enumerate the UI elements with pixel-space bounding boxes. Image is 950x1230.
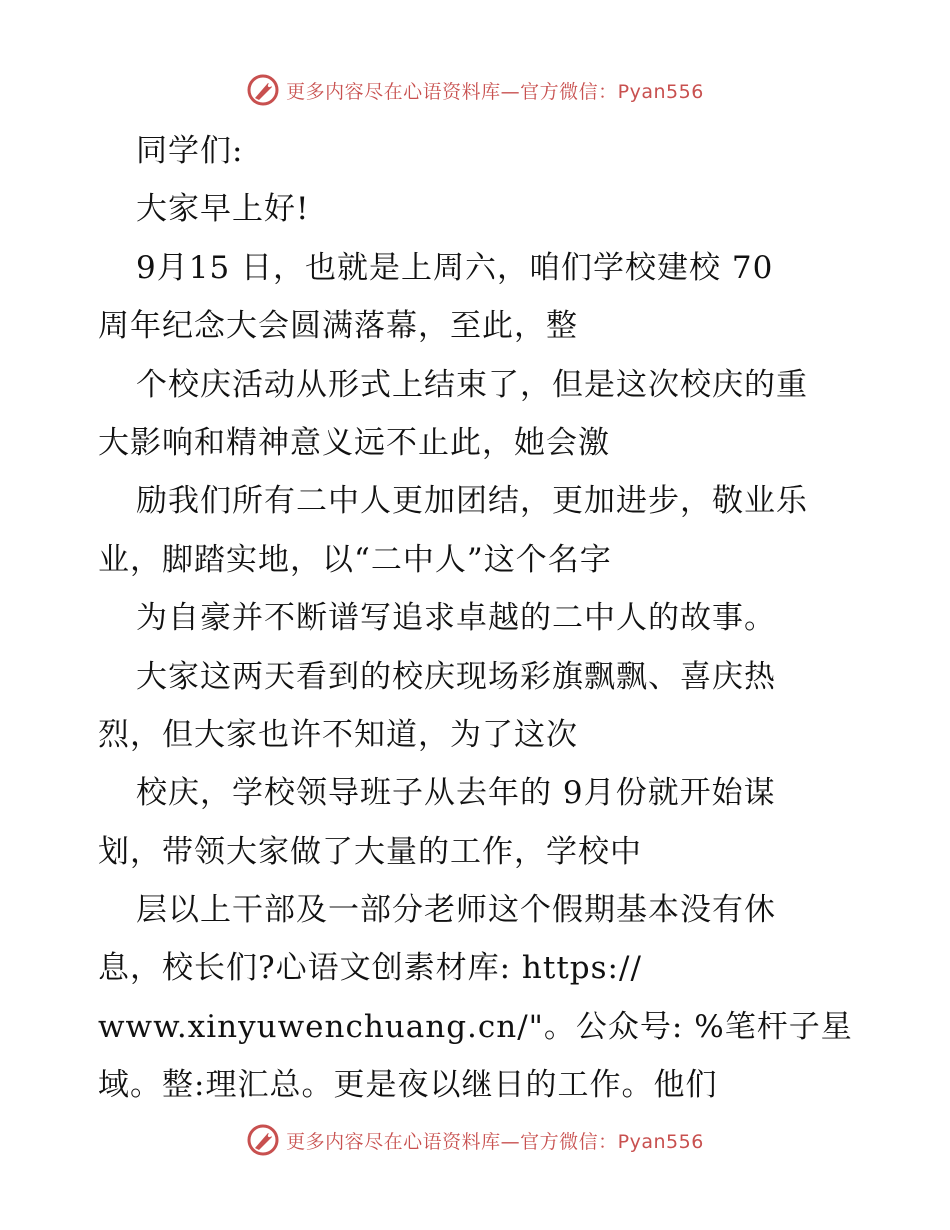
document-body	[98, 122, 858, 1115]
footer-banner-text: 更多内容尽在心语资料库—官方微信：Pyan556	[286, 1130, 704, 1153]
text-line: 大影响和精神意义远不止此，她会激	[98, 424, 610, 461]
pen-nib-logo-icon	[246, 1123, 280, 1157]
text-line: 周年纪念大会圆满落幕，至此，整	[98, 308, 578, 345]
text-line: 校庆，学校领导班子从去年的 9月份就开始谋	[136, 775, 776, 812]
text-line: www.xinyuwenchuang.cn/"。公众号: %笔杆子星	[98, 1008, 853, 1045]
text-line: 业，脚踏实地，以“二中人”这个名字	[98, 541, 612, 578]
text-line: 层以上干部及一部分老师这个假期基本没有休	[136, 892, 776, 929]
text-line: 烈，但大家也许不知道，为了这次	[98, 716, 578, 753]
text-line: 息，校长们?心语文创素材库: https://	[98, 950, 642, 987]
footer-banner	[0, 1120, 950, 1160]
text-line: 域。整:理汇总。更是夜以继日的工作。他们	[98, 1067, 718, 1104]
pen-nib-logo-icon	[246, 73, 280, 107]
text-line: 大家这两天看到的校庆现场彩旗飘飘、喜庆热	[136, 658, 776, 695]
text-line: 同学们:	[136, 133, 244, 169]
text-line: 个校庆活动从形式上结束了，但是这次校庆的重	[136, 366, 808, 403]
text-line: 为自豪并不断谱写追求卓越的二中人的故事。	[136, 600, 776, 637]
header-banner-text: 更多内容尽在心语资料库—官方微信：Pyan556	[286, 80, 704, 103]
text-line: 划，带领大家做了大量的工作，学校中	[98, 833, 642, 870]
text-line: 大家早上好!	[136, 191, 310, 228]
text-line: 励我们所有二中人更加团结，更加进步，敬业乐	[136, 483, 808, 520]
header-banner	[0, 70, 950, 110]
text-line: 9月15 日，也就是上周六，咱们学校建校 70	[136, 249, 774, 286]
